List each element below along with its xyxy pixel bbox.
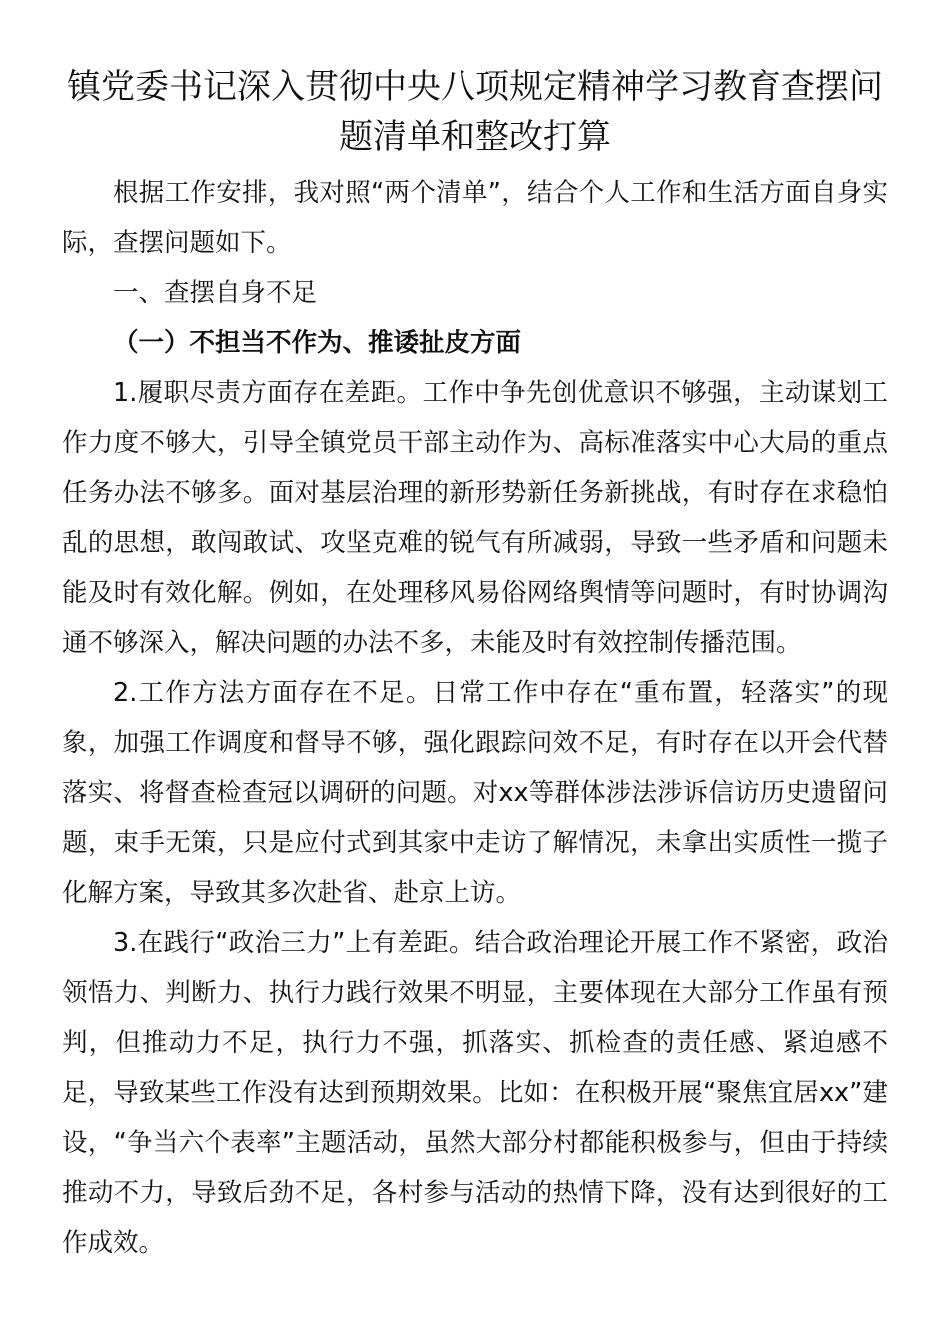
subsection-heading: （一）不担当不作为、推诿扯皮方面	[113, 328, 522, 358]
item-paragraph-3: 3.在践行“政治三力”上有差距。结合政治理论开展工作不紧密，政治领悟力、判断力、执行力践行效果不明显，主要体现在大部分工作虽有预判，但推动力不足，执行力不强，抓落实、抓检查的责任感、紧迫感不足，导致某些工作没有达到预期效果。比如：在积极开展“聚焦宜居xx”建设，“争当六个表率”主题活动，虽然大部分村都能积极参与，但由于持续推动不力，导致后劲不足，各村参与活动的热情下降，没有达到很好的工作成效。	[62, 928, 888, 1258]
item-paragraph-1: 1.履职尽责方面存在差距。工作中争先创优意识不够强，主动谋划工作力度不够大，引导全镇党员干部主动作为、高标准落实中心大局的重点任务办法不够多。面对基层治理的新形势新任务新挑战，有时存在求稳怕乱的思想，敢闯敢试、攻坚克难的锐气有所减弱，导致一些矛盾和问题未能及时有效化解。例如，在处理移风易俗网络舆情等问题时，有时协调沟通不够深入，解决问题的办法不多，未能及时有效控制传播范围。	[62, 378, 888, 658]
document-body	[62, 168, 888, 1268]
intro-paragraph: 根据工作安排，我对照“两个清单”，结合个人工作和生活方面自身实际，查摆问题如下。	[62, 178, 888, 258]
document-title: 镇党委书记深入贯彻中央八项规定精神学习教育查摆问题清单和整改打算	[67, 67, 883, 157]
section-heading: 一、查摆自身不足	[113, 278, 318, 308]
item-paragraph-2: 2.工作方法方面存在不足。日常工作中存在“重布置，轻落实”的现象，加强工作调度和督导不够，强化跟踪问效不足，有时存在以开会代替落实、将督查检查冠以调研的问题。对xx等群体涉法涉诉信访历史遗留问题，束手无策，只是应付式到其家中走访了解情况，未拿出实质性一揽子化解方案，导致其多次赴省、赴京上访。	[62, 678, 888, 908]
